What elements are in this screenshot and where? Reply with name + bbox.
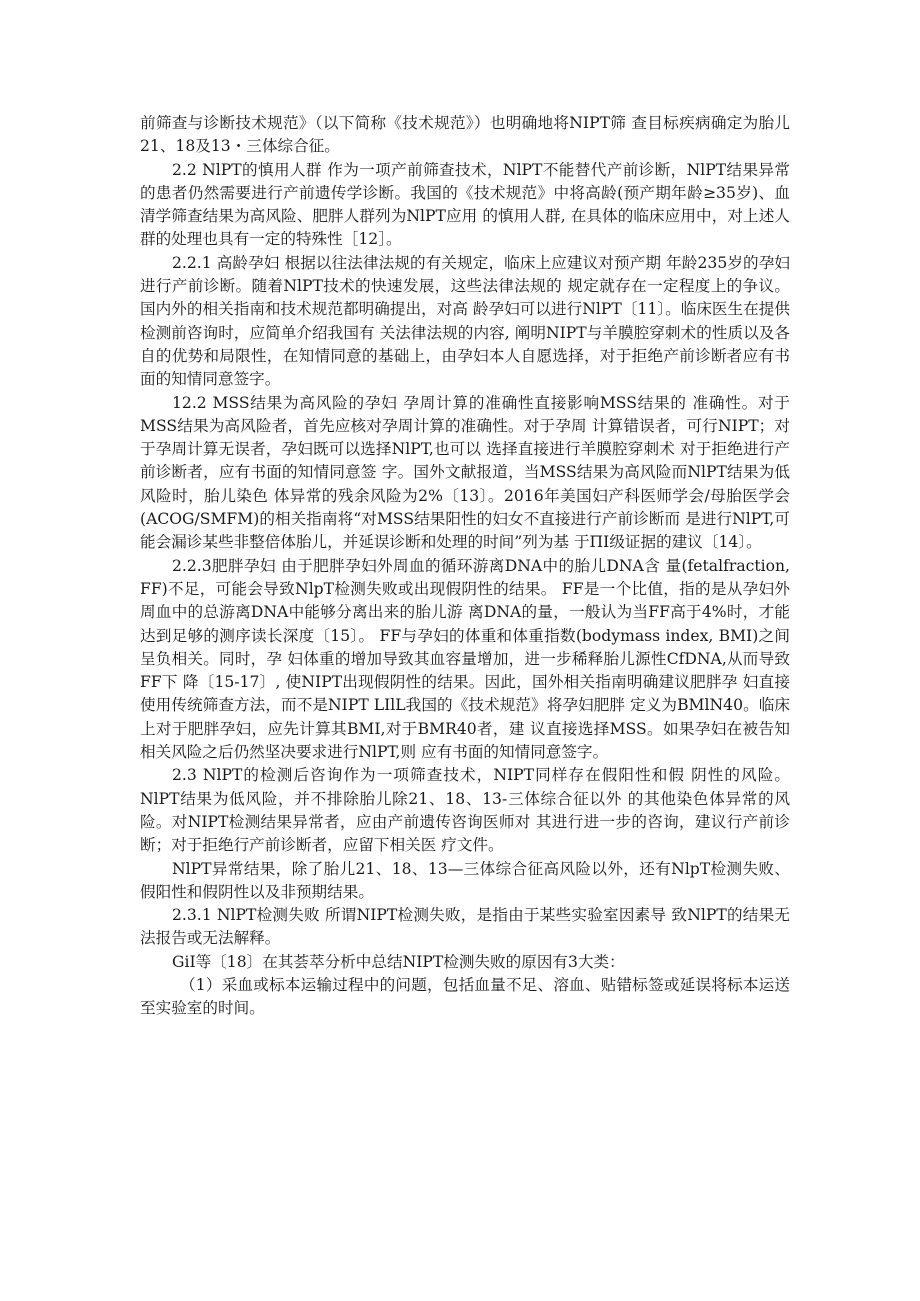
paragraph-4: 12.2 MSS结果为高风险的孕妇 孕周计算的准确性直接影响MSS结果的 准确性。对于MSS结果为高风险者，首先应核对孕周计算的准确性。对于孕周 计算错误者，可行NIPT；对于孕周计算无误者，孕妇既可以选择NlPT,也可以 选择直接进行羊膜腔穿刺术 对于拒绝进行产前诊断者，应有书面的知情同意签 字。国外文献报道，当MSS结果为高风险而NlPT结果为低风险时，胎儿染色 体异常的残余风险为2%〔13〕。2016年美国妇产科医师学会/母胎医学会 (ACOG/SMFM)的相关指南将“对MSS结果阳性的妇女不直接进行产前诊断而 是进行NlPT,可能会漏诊某些非整倍体胎儿，并延误诊断和处理的时间”列为基 于ПI级证据的建议〔14〕。: [140, 393, 790, 552]
document-body: [140, 112, 790, 1021]
paragraph-6: 2.3 NlPT的检测后咨询作为一项筛查技术，NIPT同样存在假阳性和假 阴性的风险。NlPT结果为低风险，并不排除胎儿除21、18、13-三体综合征以外 的其他染色体异常的风险。对NIPT检测结果异常者，应由产前遗传咨询医师对 其进行进一步的咨询，建议行产前诊断；对于拒绝行产前诊断者，应留下相关医 疗文件。: [140, 766, 790, 855]
paragraph-9: GiI等〔18〕在其荟萃分析中总结NIPT检测失败的原因有3大类：: [172, 952, 625, 971]
paragraph-8: 2.3.1 NlPT检测失败 所谓NIPT检测失败，是指由于某些实验室因素导 致NlPT的结果无法报告或无法解释。: [140, 906, 790, 948]
paragraph-7: NlPT异常结果，除了胎儿21、18、13—三体综合征高风险以外，还有NlpT检测失败、假阳性和假阴性以及非预期结果。: [140, 859, 790, 901]
paragraph-10: （1）采血或标本运输过程中的问题，包括血量不足、溶血、贴错标签或延误将标本运送至实验室的时间。: [140, 975, 790, 1018]
paragraph-5: 2.2.3肥胖孕妇 由于肥胖孕妇外周血的循环游离DNA中的胎儿DNA含 量(fetalfraction, FF)不足，可能会导致NlpT检测失败或出现假阴性的结果。 FF是一个比值，指的是从孕妇外周血中的总游离DNA中能够分离出来的胎儿游 离DNA的量，一般认为当FF高于4%时，才能达到足够的测序读长深度〔15〕。 FF与孕妇的体重和体重指数(bodymass index, BMI)之间呈负相关。同时，孕 妇体重的增加导致其血容量增加，进一步稀释胎儿源性CfDNA,从而导致FF下 降〔15-17〕, 使NIPT出现假阴性的结果。因此，国外相关指南明确建议肥胖孕 妇直接使用传统筛查方法，而不是NIPT LIlL我国的《技术规范》将孕妇肥胖 定义为BMlN40。临床上对于肥胖孕妇，应先计算其BMI,对于BMR40者，建 议直接选择MSS。如果孕妇在被告知相关风险之后仍然坚决要求进行NlPT,则 应有书面的知情同意签字。: [140, 556, 790, 762]
paragraph-2: 2.2 NlPT的慎用人群 作为一项产前筛查技术，NlPT不能替代产前诊断，NlPT结果异常的患者仍然需要进行产前遗传学诊断。我国的《技术规范》中将高龄(预产期年龄≥35岁)、血清学筛查结果为高风险、肥胖人群列为NlPT应用 的慎用人群, 在具体的临床应用中，对上述人群的处理也具有一定的特殊性［12］。: [140, 160, 790, 249]
paragraph-1: 前筛查与诊断技术规范》（以下简称《技术规范》）也明确地将NIPT筛 查目标疾病确定为胎儿21、18及13・三体综合征。: [140, 114, 790, 156]
paragraph-3: 2.2.1 高龄孕妇 根据以往法律法规的有关规定，临床上应建议对预产期 年龄235岁的孕妇进行产前诊断。随着NlPT技术的快速发展，这些法律法规的 规定就存在一定程度上的争议。国内外的相关指南和技术规范都明确提出，对高 龄孕妇可以进行NlPT〔11〕。临床医生在提供检测前咨询时，应简单介绍我国有 关法律法规的内容, 阐明NIPT与羊膜腔穿刺术的性质以及各自的优势和局限性，在知情同意的基础上，由孕妇本人自愿选择，对于拒绝产前诊断者应有书面的知情同意签字。: [140, 253, 790, 389]
